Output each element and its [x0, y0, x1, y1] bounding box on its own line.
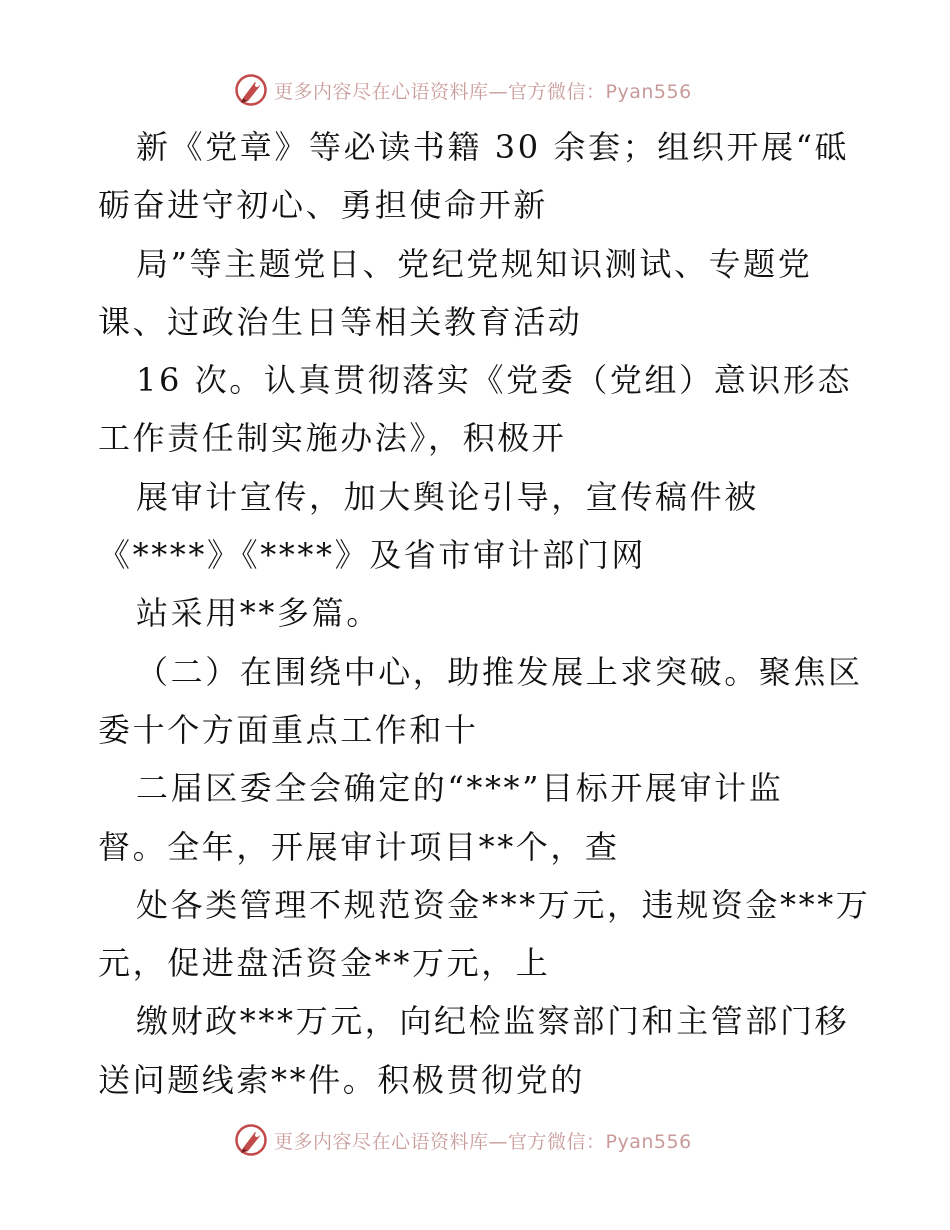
text-line: 处各类管理不规范资金***万元，违规资金***万	[136, 885, 871, 924]
watermark-text: 更多内容尽在心语资料库—官方微信：Pyan556	[274, 1130, 692, 1153]
text-line: 委十个方面重点工作和十	[98, 710, 479, 749]
watermark-text: 更多内容尽在心语资料库—官方微信：Pyan556	[274, 80, 692, 103]
text-line: 督。全年，开展审计项目**个，查	[98, 827, 620, 866]
watermark-footer	[234, 1122, 692, 1158]
section-heading-line: （二）在围绕中心，助推发展上求突破。聚焦区	[136, 652, 863, 691]
text-line: 二届区委全会确定的“***”目标开展审计监	[136, 769, 784, 808]
text-line: 砺奋进守初心、勇担使命开新	[98, 186, 548, 225]
pen-logo-icon	[234, 1123, 268, 1157]
text-line: 工作责任制实施办法》，积极开	[98, 419, 567, 458]
text-line: 16 次。认真贯彻落实《党委（党组）意识形态	[136, 361, 853, 400]
text-line: 新《党章》等必读书籍 30 余套；组织开展“砥	[136, 128, 850, 166]
text-line: 缴财政***万元，向纪检监察部门和主管部门移	[136, 1002, 850, 1041]
pen-logo-icon	[234, 73, 268, 107]
text-line: 《****》《****》及省市审计部门网	[98, 536, 647, 575]
watermark-header	[234, 72, 692, 108]
text-line: 元，促进盘活资金**万元，上	[98, 944, 551, 983]
text-line: 局”等主题党日、党纪党规知识测试、专题党	[136, 244, 813, 283]
text-line: 送问题线索**件。积极贯彻党的	[98, 1060, 586, 1099]
text-line: 展审计宣传，加大舆论引导，宣传稿件被	[136, 477, 759, 516]
text-line: 站采用**多篇。	[136, 594, 381, 633]
document-body	[98, 118, 898, 1109]
text-line: 课、过政治生日等相关教育活动	[98, 302, 583, 341]
